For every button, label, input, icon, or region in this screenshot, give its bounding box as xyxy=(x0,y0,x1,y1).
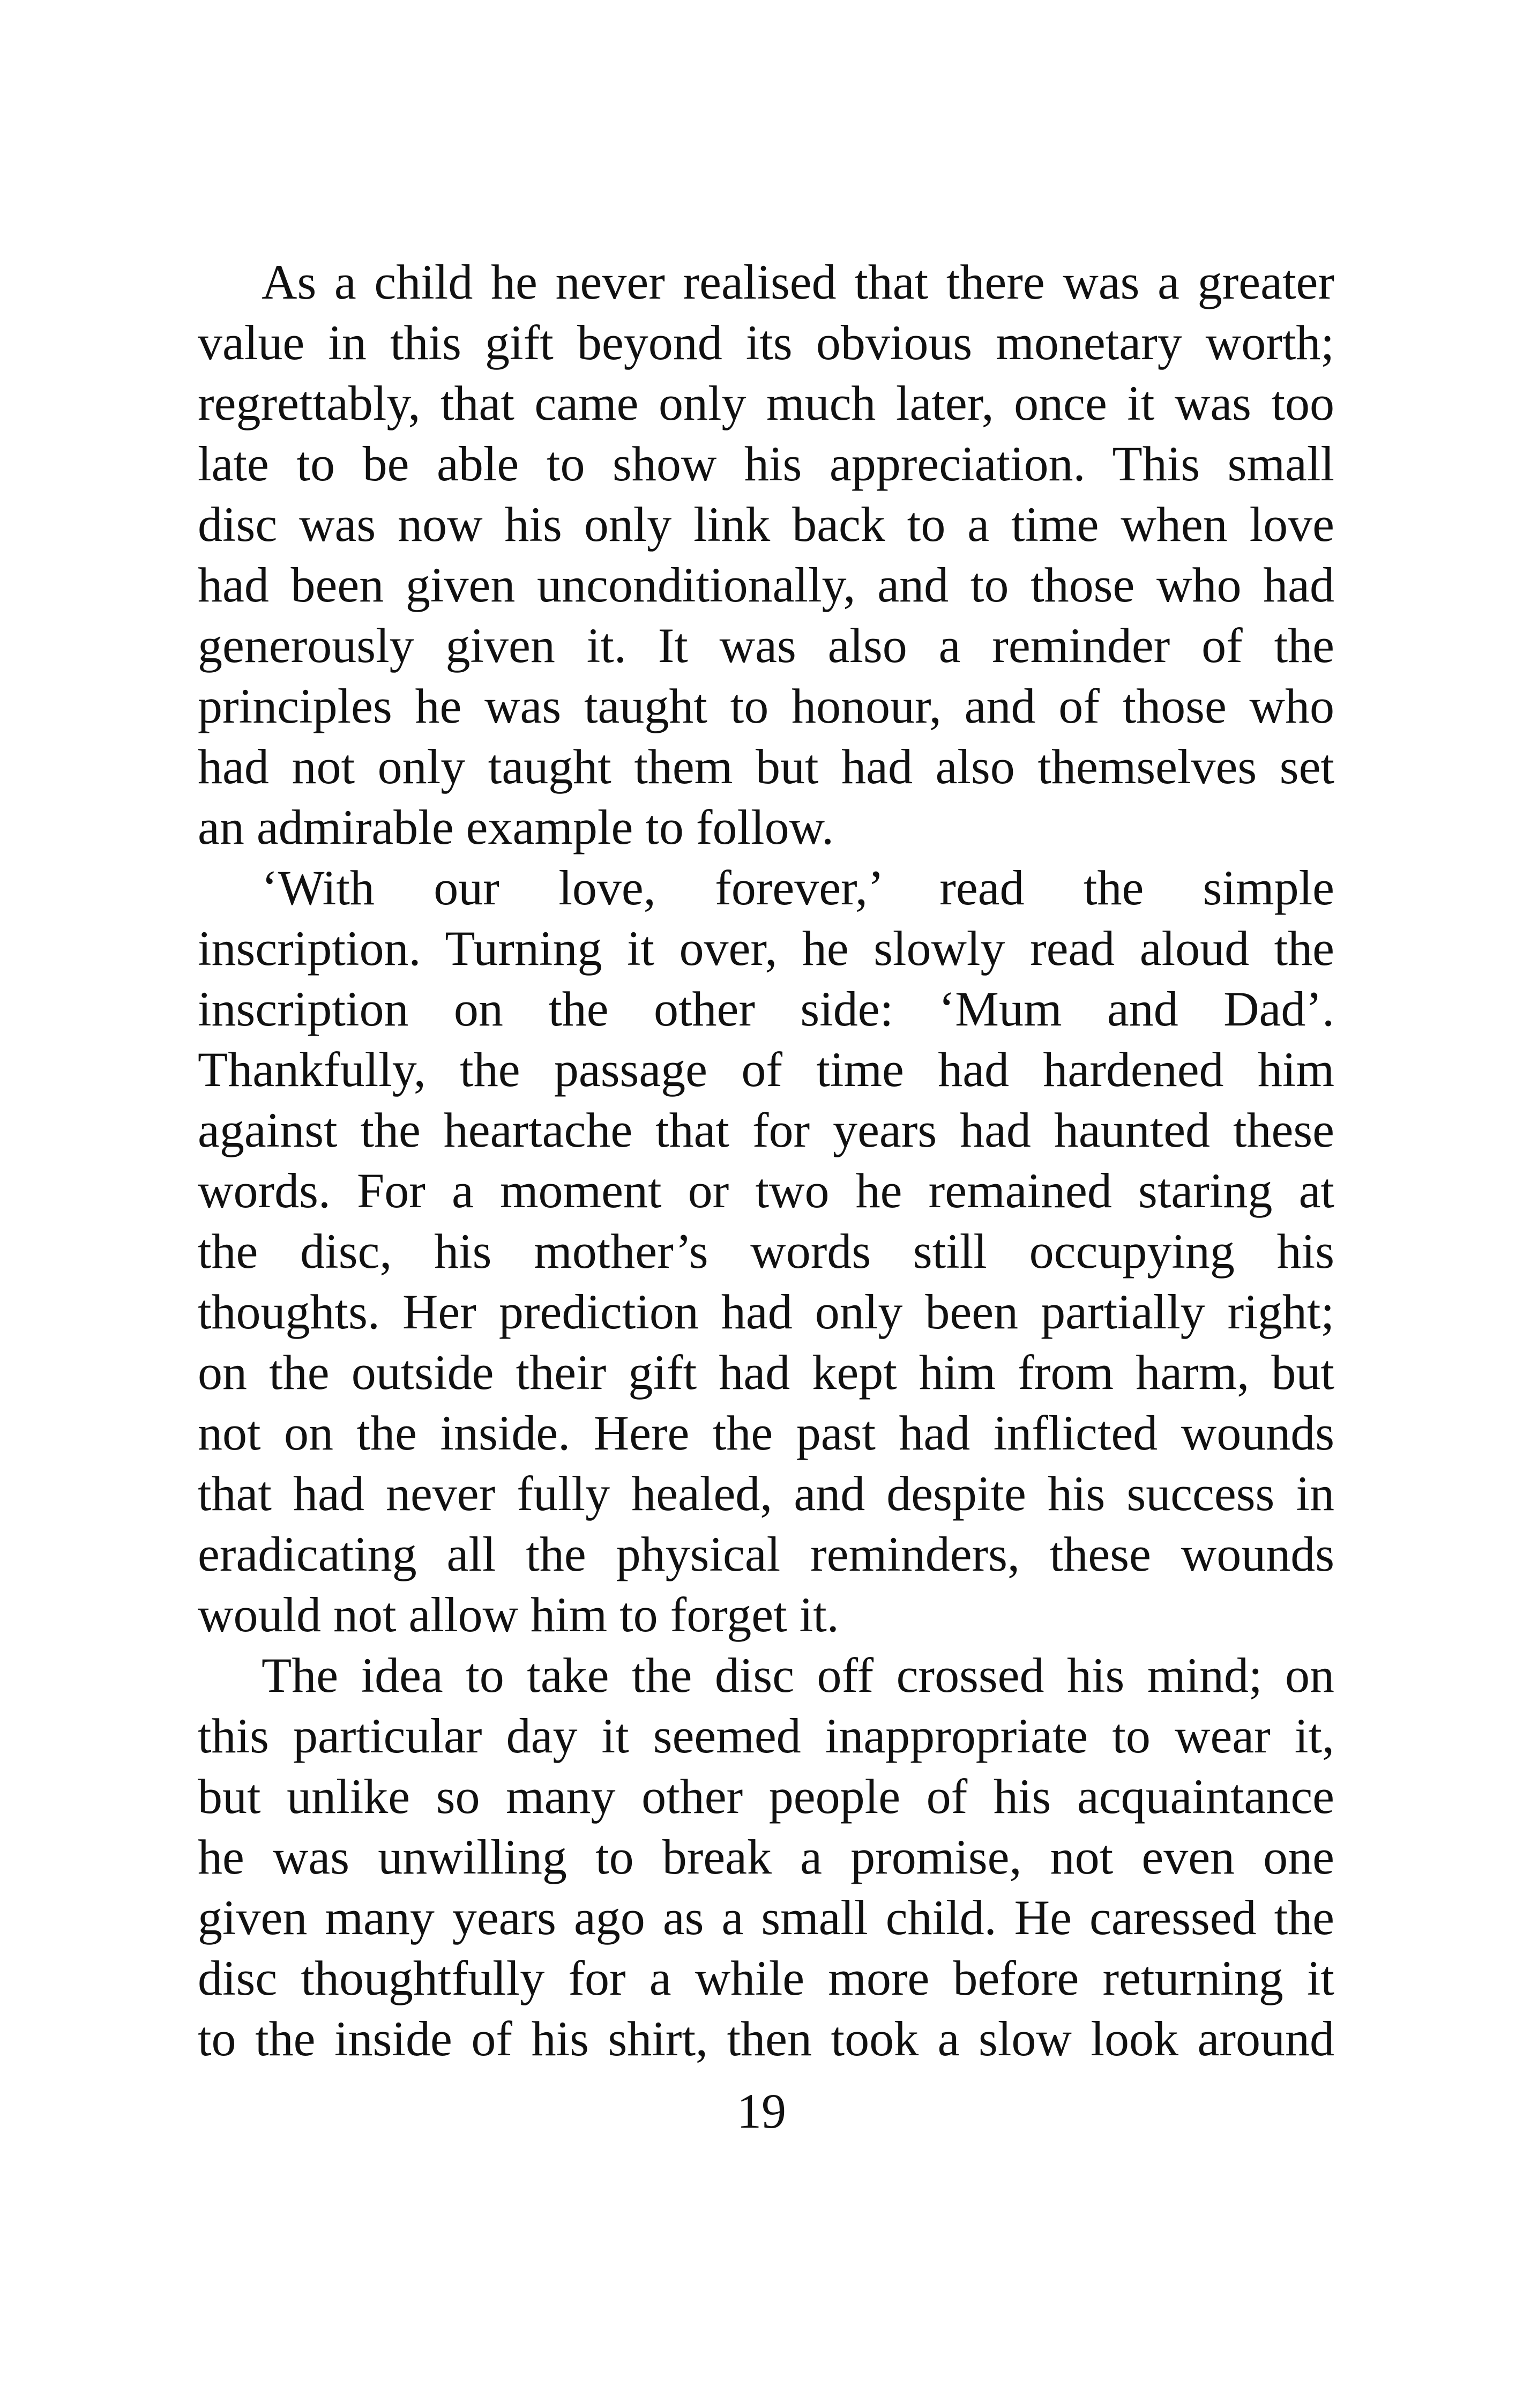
text-line: principles he was taught to honour, and of those who xyxy=(198,679,1334,733)
paragraph-2 xyxy=(198,858,1334,1645)
text-line: against the heartache that for years had haunted these xyxy=(198,1103,1334,1157)
text-line: words. For a moment or two he remained staring at xyxy=(198,1163,1334,1218)
text-line: but unlike so many other people of his acquaintance xyxy=(198,1769,1334,1824)
text-line: this particular day it seemed inappropriate to wear it, xyxy=(198,1708,1334,1763)
text-line: had been given unconditionally, and to those who had xyxy=(198,558,1334,612)
text-line: that had never fully healed, and despite his success in xyxy=(198,1466,1334,1521)
page-number: 19 xyxy=(737,2084,786,2138)
text-line: the disc, his mother’s words still occupying his xyxy=(198,1224,1334,1279)
text-line: Thankfully, the passage of time had hardened him xyxy=(198,1042,1334,1097)
text-line: an admirable example to follow. xyxy=(198,800,834,854)
text-line: disc thoughtfully for a while more before returning it xyxy=(198,1951,1334,2005)
text-line: would not allow him to forget it. xyxy=(198,1587,839,1642)
text-line: value in this gift beyond its obvious monetary worth; xyxy=(198,315,1334,370)
text-line: As a child he never realised that there was a greater xyxy=(262,255,1334,309)
text-line: to the inside of his shirt, then took a slow look around xyxy=(198,2011,1334,2066)
text-line: not on the inside. Here the past had inflicted wounds xyxy=(198,1406,1334,1460)
text-line: The idea to take the disc off crossed his mind; on xyxy=(262,1648,1334,1703)
text-line: eradicating all the physical reminders, these wounds xyxy=(198,1527,1334,1581)
text-line: ‘With our love, forever,’ read the simple xyxy=(262,860,1334,915)
text-line: on the outside their gift had kept him from harm, but xyxy=(198,1345,1334,1400)
text-line: inscription. Turning it over, he slowly read aloud the xyxy=(198,921,1334,976)
text-line: disc was now his only link back to a time when love xyxy=(198,497,1334,552)
text-line: he was unwilling to break a promise, not even one xyxy=(198,1830,1334,1884)
text-line: late to be able to show his appreciation. This small xyxy=(198,436,1334,491)
paragraph-1 xyxy=(198,252,1334,858)
body-text xyxy=(198,252,1334,2069)
text-line: thoughts. Her prediction had only been partially right; xyxy=(198,1284,1334,1339)
paragraph-3 xyxy=(198,1645,1334,2069)
text-line: given many years ago as a small child. He caressed the xyxy=(198,1890,1334,1945)
text-line: inscription on the other side: ‘Mum and Dad’. xyxy=(198,982,1334,1036)
text-line: regrettably, that came only much later, once it was too xyxy=(198,376,1334,430)
text-line: had not only taught them but had also themselves set xyxy=(198,739,1334,794)
text-line: generously given it. It was also a reminder of the xyxy=(198,618,1334,673)
